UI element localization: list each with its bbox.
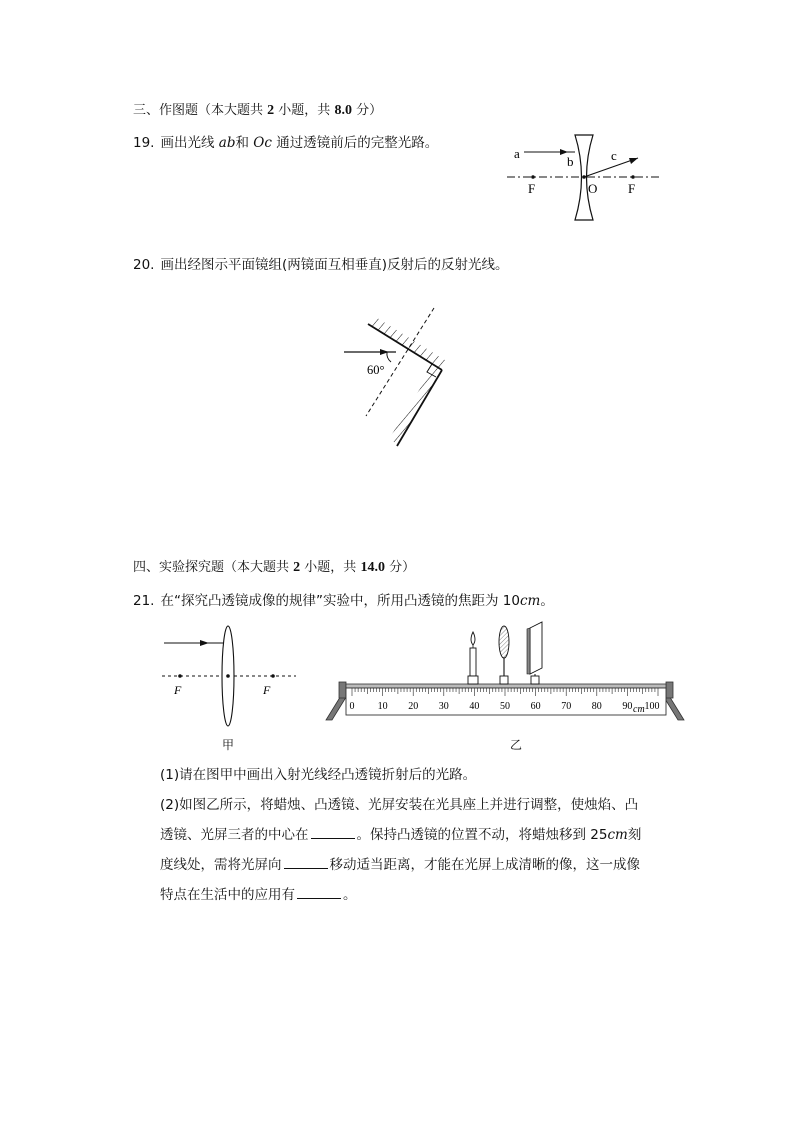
section-3-points: 8.0	[334, 103, 352, 118]
candle-position-unit: cm	[607, 827, 628, 843]
ray-oc: Oc	[253, 135, 272, 151]
jia-focal-left	[178, 674, 182, 678]
bench-lens-holder	[500, 676, 508, 684]
section-4-count: 2	[293, 560, 301, 575]
bench-end-right	[666, 682, 673, 698]
jia-incident-arrow	[200, 640, 209, 646]
screen-holder	[531, 676, 539, 684]
answer-blank-3[interactable]	[297, 884, 341, 899]
ruler-unit: cm	[633, 704, 645, 715]
label-f-left: F	[528, 181, 536, 196]
focal-point-left	[531, 175, 535, 179]
bench-end-left	[339, 682, 346, 698]
candle-position-value: 25	[590, 827, 608, 843]
candle-flame	[471, 632, 475, 645]
question-19-number: 19.	[133, 135, 155, 151]
ray-ab: ab	[218, 135, 236, 151]
ruler-label: 90	[622, 701, 633, 712]
optical-center	[582, 175, 586, 179]
question-21-part-2-line-3	[160, 850, 670, 880]
section-4-suffix: 分）	[389, 560, 416, 575]
label-b: b	[567, 154, 574, 169]
ruler-label: 100	[644, 701, 660, 712]
ruler-label: 70	[561, 701, 572, 712]
section-4-heading	[133, 556, 415, 576]
candle	[468, 632, 478, 684]
part-2-s3a: 度线处，需将光屏向	[160, 857, 282, 873]
question-21-text: 在“探究凸透镜成像的规律”实验中，所用凸透镜的焦距为	[160, 593, 499, 609]
question-19-text-b: 和	[235, 135, 249, 151]
section-3-count: 2	[267, 103, 275, 118]
section-3-heading	[133, 99, 382, 119]
bench-lens	[499, 626, 509, 684]
question-20-number: 20.	[133, 257, 155, 273]
angle-arc	[387, 352, 391, 362]
mirror-2	[397, 370, 442, 446]
light-screen	[527, 622, 542, 684]
section-4-points: 14.0	[360, 560, 385, 575]
question-20	[133, 253, 509, 273]
label-f-right: F	[628, 181, 636, 196]
answer-blank-1[interactable]	[311, 824, 355, 839]
focal-point-right	[631, 175, 635, 179]
section-3-mid: 小题，共	[278, 103, 331, 118]
screen-panel	[530, 622, 542, 674]
candle-holder	[468, 676, 478, 684]
part-2-s2c: 刻	[627, 827, 642, 843]
caption-jia: 甲	[222, 738, 235, 752]
mirror-1-hatching	[368, 316, 448, 370]
label-o: O	[588, 181, 598, 196]
question-21-text-end: 。	[540, 593, 554, 609]
convex-lens-figure	[160, 622, 300, 732]
question-19	[133, 131, 438, 151]
ray-oc-arrow	[629, 158, 638, 164]
ruler-label: 20	[408, 701, 419, 712]
part-2-s3b: 移动适当距离，才能在光屏上成清晰的像，这一成像	[329, 857, 640, 873]
question-19-text-a: 画出光线	[160, 135, 215, 151]
bench-rail	[346, 684, 666, 688]
incident-ray-arrow	[380, 349, 389, 355]
focal-unit: cm	[519, 593, 541, 609]
question-21	[133, 589, 554, 609]
caption-yi: 乙	[510, 738, 523, 752]
jia-focal-right	[271, 674, 275, 678]
question-19-text-c: 通过透镜前后的完整光路。	[276, 135, 439, 151]
question-20-text: 画出经图示平面镜组(两镜面互相垂直)反射后的反射光线。	[160, 257, 509, 273]
candle-body	[470, 648, 476, 676]
ruler-label: 80	[591, 701, 602, 712]
question-21-number: 21.	[133, 593, 155, 609]
section-4-prefix: 四、实验探究题（本大题共	[133, 560, 290, 575]
jia-label-f-right: F	[263, 683, 271, 697]
optical-bench-figure	[322, 618, 688, 726]
label-c: c	[611, 148, 617, 163]
part-2-s2b: 。保持凸透镜的位置不动，将蜡烛移到	[356, 827, 586, 843]
section-3-suffix: 分）	[356, 103, 383, 118]
concave-lens-figure	[500, 125, 670, 225]
jia-optical-center	[226, 674, 230, 678]
mirror-group-figure	[330, 300, 460, 460]
question-21-parts	[160, 760, 670, 910]
section-3-prefix: 三、作图题（本大题共	[133, 103, 264, 118]
part-2-s4b: 。	[343, 887, 357, 903]
mirror-2-hatching	[389, 366, 442, 444]
ruler-label: 50	[500, 701, 510, 712]
angle-label: 60°	[367, 363, 385, 377]
part-2-s2a: 透镜、光屏三者的中心在	[160, 827, 309, 843]
question-21-part-1: (1)请在图甲中画出入射光线经凸透镜折射后的光路。	[160, 767, 477, 783]
question-21-part-2-line-4	[160, 880, 670, 910]
ruler-label: 60	[530, 701, 541, 712]
jia-label-f-left: F	[174, 683, 182, 697]
ruler-label: 10	[377, 701, 388, 712]
ruler-label: 40	[469, 701, 480, 712]
focal-value: 10	[502, 593, 520, 609]
section-4-mid: 小题，共	[304, 560, 357, 575]
label-a: a	[514, 146, 520, 161]
question-21-part-2-line-1: (2)如图乙所示，将蜡烛、凸透镜、光屏安装在光具座上并进行调整，使烛焰、凸	[160, 797, 639, 813]
ruler-label: 0	[349, 701, 355, 712]
answer-blank-2[interactable]	[284, 854, 328, 869]
part-2-s4a: 特点在生活中的应用有	[160, 887, 295, 903]
ruler-label: 30	[438, 701, 449, 712]
question-21-part-2-line-2	[160, 820, 670, 850]
bench-lens-body	[499, 626, 509, 658]
